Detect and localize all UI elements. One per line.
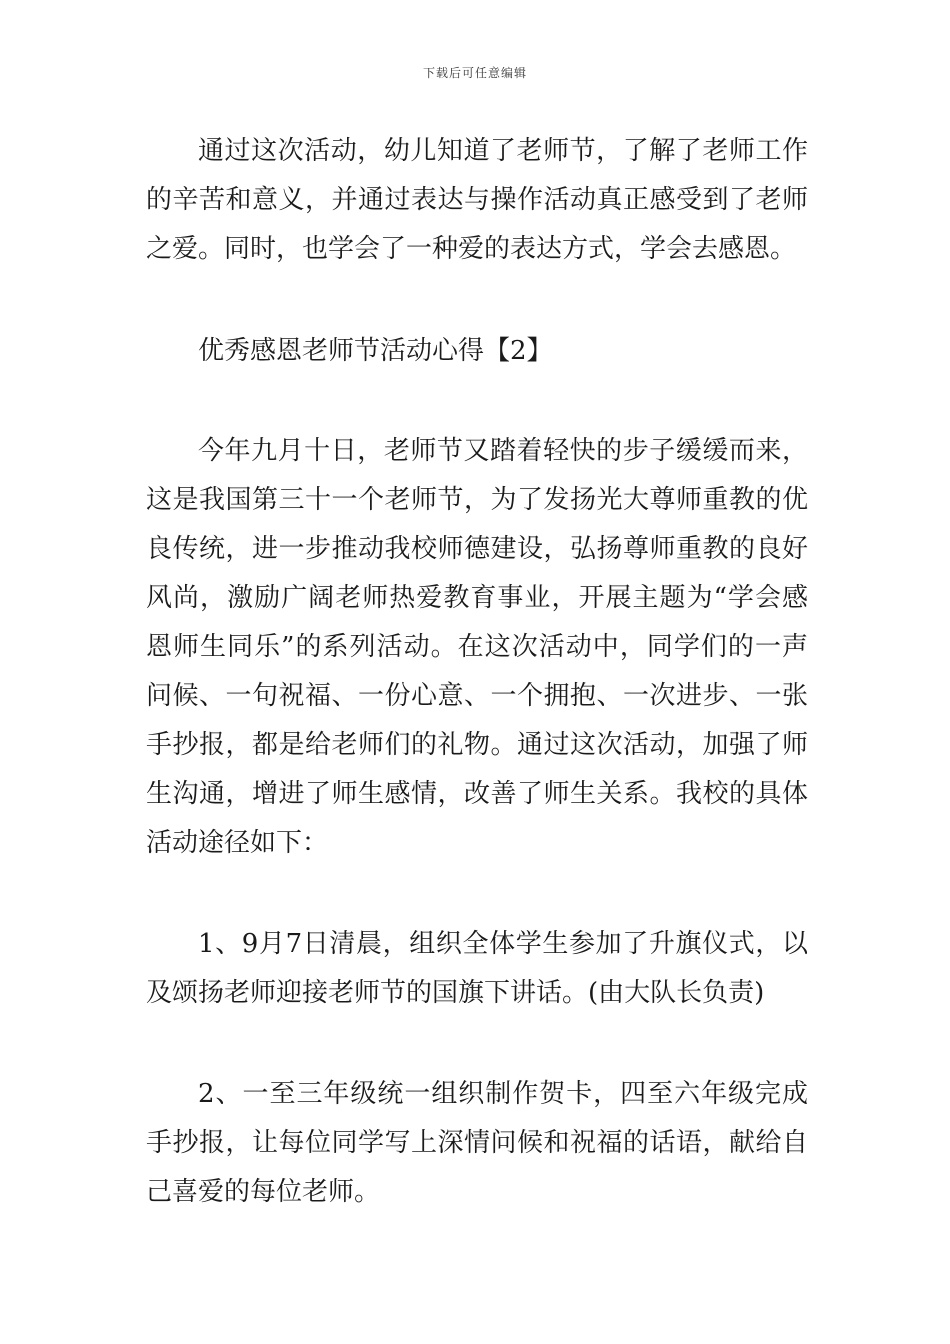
paragraph-intro: 今年九月十日，老师节又踏着轻快的步子缓缓而来，这是我国第三十一个老师节，为了发扬光大尊师重教的优良传统，进一步推动我校师德建设，弘扬尊师重教的良好风尚，激励广阔老师热爱教育事业，开展主题为“学会感恩师生同乐”的系列活动。在这次活动中，同学们的一声问候、一句祝福、一份心意、一个拥抱、一次进步、一张手抄报，都是给老师们的礼物。通过这次活动，加强了师生沟通，增进了师生感情，改善了师生关系。我校的具体活动途径如下： [146,436,808,858]
page-header: 下载后可任意编辑 [422,66,527,80]
list-item-1: 1、9月7日清晨，组织全体学生参加了升旗仪式，以及颂扬老师迎接老师节的国旗下讲话。(由大队长负责) [146,929,808,1008]
section-heading: 优秀感恩老师节活动心得【2】 [198,336,553,366]
paragraph-conclusion: 通过这次活动，幼儿知道了老师节，了解了老师工作的辛苦和意义，并通过表达与操作活动真正感受到了老师之爱。同时，也学会了一种爱的表达方式，学会去感恩。 [146,136,808,264]
list-item-2: 2、一至三年级统一组织制作贺卡，四至六年级完成手抄报，让每位同学写上深情问候和祝福的话语，献给自己喜爱的每位老师。 [146,1079,808,1207]
